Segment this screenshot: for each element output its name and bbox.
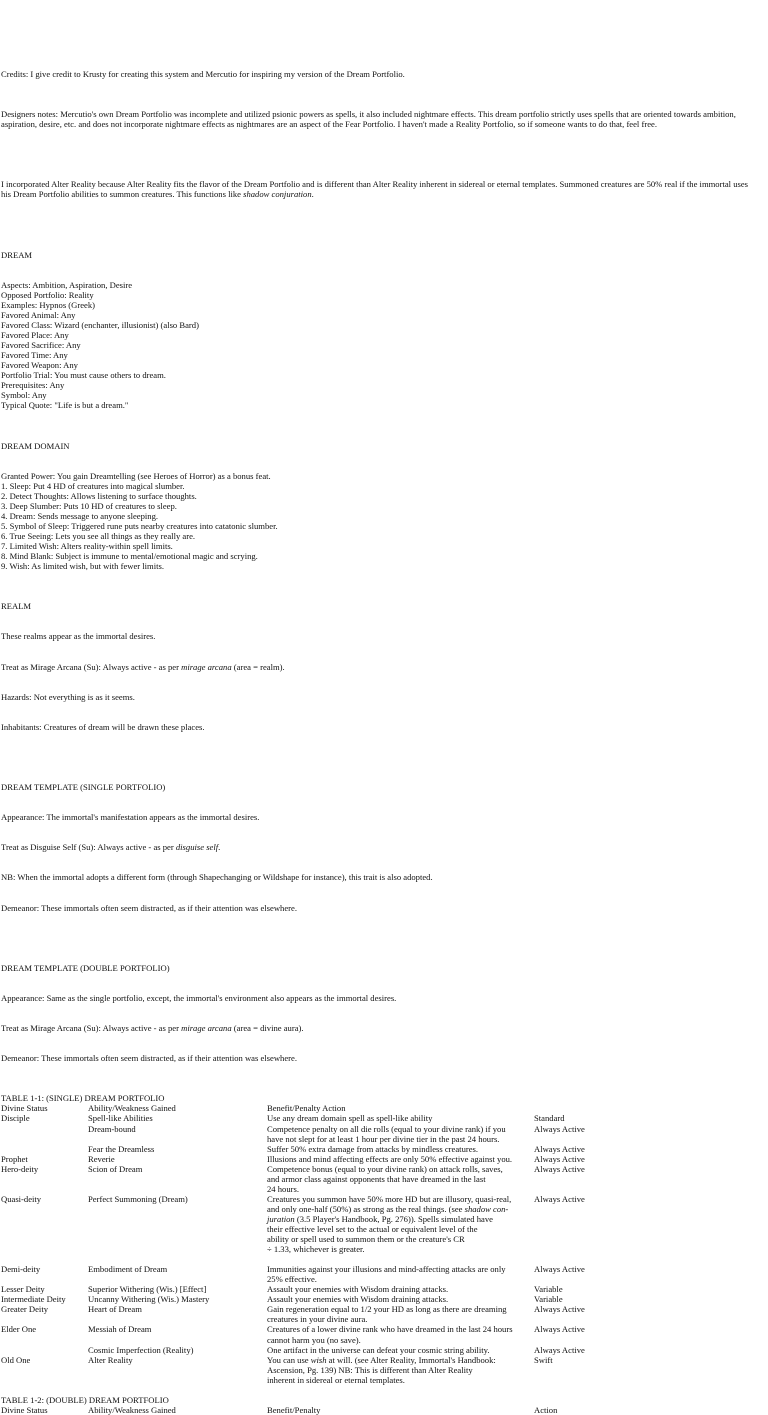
action-line: Always Active xyxy=(534,1153,585,1164)
ability-line: Perfect Summoning (Dream) xyxy=(88,1193,188,1204)
benefit-line: Gain regeneration equal to 1/2 your HD as long as there are dreaming xyxy=(267,1304,507,1315)
header-ability: Ability/Weakness Gained xyxy=(88,1404,176,1415)
ability-cell xyxy=(88,1144,266,1154)
dream-domain-section xyxy=(0,420,768,571)
benefit-line: creatures in your divine aura. xyxy=(267,1314,368,1325)
table-row xyxy=(0,1294,768,1304)
realm-section xyxy=(0,581,768,752)
header-action: Action xyxy=(534,1404,558,1415)
table-row xyxy=(0,1164,768,1194)
table-double-portfolio xyxy=(0,1395,768,1415)
action-line: Always Active xyxy=(534,1123,585,1134)
ability-cell xyxy=(88,1345,266,1355)
dream-attribute-line: Aspects: Ambition, Aspiration, Desire xyxy=(1,279,133,290)
table-header-cell: Ability/Weakness Gained xyxy=(88,1103,176,1114)
benefit-line: ability or spell used to summon them or the creature's CR xyxy=(267,1234,465,1245)
divine-status-cell: Hero-deity xyxy=(1,1163,39,1174)
domain-spell-line: Granted Power: You gain Dreamtelling (see Heroes of Horror) as a bonus feat. xyxy=(1,470,271,481)
table-row xyxy=(0,1144,768,1154)
ability-line: Uncanny Withering (Wis.) Mastery xyxy=(88,1294,210,1305)
realm-line: Inhabitants: Creatures of dream will be drawn these places. xyxy=(1,721,205,732)
ability-line: Spell-like Abilities xyxy=(88,1113,153,1124)
action-cell xyxy=(534,1154,614,1164)
benefit-line: Suffer 50% extra damage from attacks by mindless creatures. xyxy=(267,1143,479,1154)
benefit-line: Ascension, Pg. 139) NB: This is different than Alter Reality xyxy=(267,1364,473,1375)
ability-line: Messiah of Dream xyxy=(88,1324,152,1335)
ability-cell xyxy=(88,1154,266,1164)
ability-line: Reverie xyxy=(88,1153,115,1164)
divine-status-cell: Demi-deity xyxy=(1,1264,41,1275)
designers-notes-line: Designers notes: Mercutio's own Dream Portfolio was incomplete and utilized psionic powers as spells, it also included nightmare effects. This dream portfolio strictly uses spells that are oriented towards ambition, xyxy=(1,109,736,120)
ability-cell xyxy=(88,1194,266,1204)
benefit-line: juration (3.5 Player's Handbook, Pg. 276)). Spells simulated have xyxy=(267,1213,493,1224)
action-line: Always Active xyxy=(534,1193,585,1204)
ability-cell xyxy=(88,1284,266,1294)
template-single-line: Demeanor: These immortals often seem distracted, as if their attention was elsewhere. xyxy=(1,902,297,913)
domain-spell-line: 4. Dream: Sends message to anyone sleeping. xyxy=(1,510,159,521)
designers-notes-paragraph xyxy=(0,89,768,149)
realm-line: Hazards: Not everything is as it seems. xyxy=(1,691,135,702)
benefit-line: You can use wish at will. (see Alter Reality, Immortal's Handbook: xyxy=(267,1354,496,1365)
dream-heading: DREAM xyxy=(1,249,33,260)
template-single-heading: DREAM TEMPLATE (SINGLE PORTFOLIO) xyxy=(1,782,166,793)
benefit-cell xyxy=(267,1284,531,1294)
action-cell xyxy=(534,1144,614,1154)
benefit-line: Competence penalty on all die rolls (equal to your divine rank) if you xyxy=(267,1123,506,1134)
divine-status-cell: Elder One xyxy=(1,1324,37,1335)
credits-line: Credits: I give credit to Krusty for creating this system and Mercutio for inspiring my version of the Dream Portfolio. xyxy=(1,69,405,79)
action-line: Always Active xyxy=(534,1324,585,1335)
benefit-cell xyxy=(267,1324,531,1344)
divine-status-cell: Old One xyxy=(1,1354,31,1365)
dream-attribute-line: Prerequisites: Any xyxy=(1,380,65,391)
dream-attribute-line: Favored Time: Any xyxy=(1,350,68,361)
ability-line: Dream-bound xyxy=(88,1123,136,1134)
ability-line: Cosmic Imperfection (Reality) xyxy=(88,1344,194,1355)
divine-status-cell: Lesser Deity xyxy=(1,1284,45,1295)
benefit-line: One artifact in the universe can defeat your cosmic string ability. xyxy=(267,1344,490,1355)
benefit-line: ÷ 1.33, whichever is greater. xyxy=(267,1244,365,1255)
benefit-cell xyxy=(267,1304,531,1324)
divine-status-cell: Greater Deity xyxy=(1,1304,49,1315)
table-title: TABLE 1-1: (SINGLE) DREAM PORTFOLIO xyxy=(1,1093,165,1104)
action-cell xyxy=(534,1294,614,1304)
benefit-cell xyxy=(267,1113,531,1143)
domain-spell-line: 8. Mind Blank: Subject is immune to mental/emotional magic and scrying. xyxy=(1,551,258,562)
action-line: Standard xyxy=(534,1113,565,1124)
ability-cell xyxy=(88,1294,266,1304)
domain-spell-line: 5. Symbol of Sleep: Triggered rune puts nearby creatures into catatonic slumber. xyxy=(1,520,278,531)
document-page xyxy=(0,69,768,1415)
benefit-line: have not slept for at least 1 hour per divine tier in the past 24 hours. xyxy=(267,1133,500,1144)
benefit-line: Competence bonus (equal to your divine rank) on attack rolls, saves, xyxy=(267,1163,503,1174)
ability-line: Superior Withering (Wis.) [Effect] xyxy=(88,1284,207,1295)
dream-domain-heading: DREAM DOMAIN xyxy=(1,440,70,451)
alter-reality-line: his Dream Portfolio abilities to summon creatures. This functions like shadow conjuration. xyxy=(1,189,314,200)
action-cell xyxy=(534,1284,614,1294)
benefit-cell xyxy=(267,1345,531,1355)
benefit-line: Illusions and mind affecting effects are only 50% effective against you. xyxy=(267,1153,513,1164)
divine-status-cell: Disciple xyxy=(1,1113,30,1124)
dream-attribute-line: Favored Weapon: Any xyxy=(1,360,78,371)
dream-attribute-line: Examples: Hypnos (Greek) xyxy=(1,299,96,310)
dream-attribute-line: Favored Animal: Any xyxy=(1,309,76,320)
divine-status-cell: Quasi-deity xyxy=(1,1193,42,1204)
dream-attribute-line: Favored Place: Any xyxy=(1,330,69,341)
template-single-line: NB: When the immortal adopts a different form (through Shapechanging or Wildshape for instance), this trait is also adopted. xyxy=(1,872,433,883)
action-cell xyxy=(534,1264,614,1274)
action-line: Swift xyxy=(534,1354,553,1365)
ability-line: Alter Reality xyxy=(88,1354,133,1365)
table-header-cell: Divine Status xyxy=(1,1103,48,1114)
table-row xyxy=(0,1113,768,1143)
action-line: Always Active xyxy=(534,1143,585,1154)
benefit-line: cannot harm you (no save). xyxy=(267,1334,361,1345)
benefit-line: Immunities against your illusions and mind-affecting attacks are only xyxy=(267,1264,506,1275)
benefit-cell xyxy=(267,1294,531,1304)
designers-notes-line: aspiration, desire, etc. and does not incorporate nightmare effects as nightmares are an aspect of the Fear Portfolio. I haven't made a Reality Portfolio, so if someone wants to do that, feel free. xyxy=(1,119,657,130)
action-line: Always Active xyxy=(534,1344,585,1355)
realm-line: These realms appear as the immortal desires. xyxy=(1,631,156,642)
ability-line: Heart of Dream xyxy=(88,1304,142,1315)
table-header-row xyxy=(0,1405,768,1415)
benefit-cell xyxy=(267,1164,531,1194)
divine-status-cell: Prophet xyxy=(1,1153,28,1164)
benefit-line: Assault your enemies with Wisdom draining attacks. xyxy=(267,1284,449,1295)
table-row xyxy=(0,1194,768,1264)
dream-attribute-line: Symbol: Any xyxy=(1,390,47,401)
benefit-line: and armor class against opponents that have dreamed in the last xyxy=(267,1173,486,1184)
ability-line: Scion of Dream xyxy=(88,1163,143,1174)
template-single-section xyxy=(0,762,768,933)
table-row xyxy=(0,1284,768,1294)
alter-reality-line: I incorporated Alter Reality because Alter Reality fits the flavor of the Dream Portfolio and is different than Alter Reality inherent in sidereal or eternal templates. Summoned creatures are 50% real if the immortal uses xyxy=(1,179,749,190)
dream-attribute-line: Favored Sacrifice: Any xyxy=(1,340,81,351)
ability-cell xyxy=(88,1355,266,1365)
dream-attribute-line: Portfolio Trial: You must cause others to dream. xyxy=(1,370,166,381)
benefit-cell xyxy=(267,1154,531,1164)
dream-section xyxy=(0,230,768,411)
table-row xyxy=(0,1304,768,1324)
table-row xyxy=(0,1345,768,1355)
action-cell xyxy=(534,1324,614,1334)
domain-spell-line: 9. Wish: As limited wish, but with fewer limits. xyxy=(1,561,165,572)
ability-cell xyxy=(88,1304,266,1314)
action-cell xyxy=(534,1304,614,1314)
table-row xyxy=(0,1355,768,1385)
action-cell xyxy=(534,1355,614,1365)
benefit-line: 25% effective. xyxy=(267,1274,317,1285)
benefit-line: Use any dream domain spell as spell-like ability xyxy=(267,1113,433,1124)
benefit-cell xyxy=(267,1355,531,1385)
benefit-line: Assault your enemies with Wisdom draining attacks. xyxy=(267,1294,449,1305)
benefit-cell xyxy=(267,1194,531,1254)
table-title: TABLE 1-2: (DOUBLE) DREAM PORTFOLIO xyxy=(1,1394,169,1405)
action-cell xyxy=(534,1345,614,1355)
header-divine-status: Divine Status xyxy=(1,1404,48,1415)
benefit-cell xyxy=(267,1144,531,1154)
action-cell xyxy=(534,1164,614,1174)
action-line: Variable xyxy=(534,1284,563,1295)
table-row xyxy=(0,1264,768,1284)
benefit-line: 24 hours. xyxy=(267,1183,299,1194)
realm-heading: REALM xyxy=(1,601,32,612)
dream-attribute-line: Typical Quote: "Life is but a dream." xyxy=(1,400,129,411)
dream-attribute-line: Opposed Portfolio: Reality xyxy=(1,289,94,300)
benefit-line: Creatures you summon have 50% more HD but are illusory, quasi-real, xyxy=(267,1193,512,1204)
domain-spell-line: 3. Deep Slumber: Puts 10 HD of creatures to sleep. xyxy=(1,500,177,511)
ability-cell xyxy=(88,1164,266,1174)
benefit-line: Creatures of a lower divine rank who have dreamed in the last 24 hours xyxy=(267,1324,513,1335)
action-line: Always Active xyxy=(534,1163,585,1174)
table-single-portfolio xyxy=(0,1093,768,1384)
ability-cell xyxy=(88,1264,266,1274)
template-single-line: Treat as Disguise Self (Su): Always active - as per disguise self. xyxy=(1,842,221,853)
benefit-line: their effective level set to the actual or equivalent level of the xyxy=(267,1223,478,1234)
divine-status-cell: Intermediate Deity xyxy=(1,1294,66,1305)
table-row xyxy=(0,1324,768,1344)
credits-paragraph xyxy=(0,69,768,79)
dream-attribute-line: Favored Class: Wizard (enchanter, illusionist) (also Bard) xyxy=(1,320,199,331)
benefit-line: and only one-half (50%) as strong as the real things. (see shadow con- xyxy=(267,1203,509,1214)
action-line: Always Active xyxy=(534,1304,585,1315)
action-line: Always Active xyxy=(534,1264,585,1275)
ability-cell xyxy=(88,1113,266,1133)
action-cell xyxy=(534,1113,614,1133)
action-cell xyxy=(534,1194,614,1204)
domain-spell-line: 7. Limited Wish: Alters reality-within spell limits. xyxy=(1,541,173,552)
realm-line: Treat as Mirage Arcana (Su): Always active - as per mirage arcana (area = realm). xyxy=(1,661,285,672)
domain-spell-line: 6. True Seeing: Lets you see all things as they really are. xyxy=(1,530,196,541)
table-header-cell: Benefit/Penalty Action xyxy=(267,1103,346,1114)
template-double-line: Demeanor: These immortals often seem distracted, as if their attention was elsewhere. xyxy=(1,1053,297,1064)
table-header-row xyxy=(0,1103,768,1113)
alter-reality-paragraph xyxy=(0,159,768,219)
ability-cell xyxy=(88,1324,266,1334)
table-row xyxy=(0,1154,768,1164)
benefit-line: inherent in sidereal or eternal templates. xyxy=(267,1374,405,1385)
template-double-section xyxy=(0,943,768,1084)
ability-line: Fear the Dreamless xyxy=(88,1143,155,1154)
domain-spell-line: 2. Detect Thoughts: Allows listening to surface thoughts. xyxy=(1,490,197,501)
header-benefit: Benefit/Penalty xyxy=(267,1404,321,1415)
domain-spell-line: 1. Sleep: Put 4 HD of creatures into magical slumber. xyxy=(1,480,185,491)
template-double-line: Treat as Mirage Arcana (Su): Always active - as per mirage arcana (area = divine aura). xyxy=(1,1023,304,1034)
benefit-cell xyxy=(267,1264,531,1284)
template-double-line: Appearance: Same as the single portfolio, except, the immortal's environment also appears as the immortal desires. xyxy=(1,992,397,1003)
action-line: Variable xyxy=(534,1294,563,1305)
ability-line: Embodiment of Dream xyxy=(88,1264,168,1275)
template-single-line: Appearance: The immortal's manifestation appears as the immortal desires. xyxy=(1,812,260,823)
template-double-heading: DREAM TEMPLATE (DOUBLE PORTFOLIO) xyxy=(1,962,170,973)
